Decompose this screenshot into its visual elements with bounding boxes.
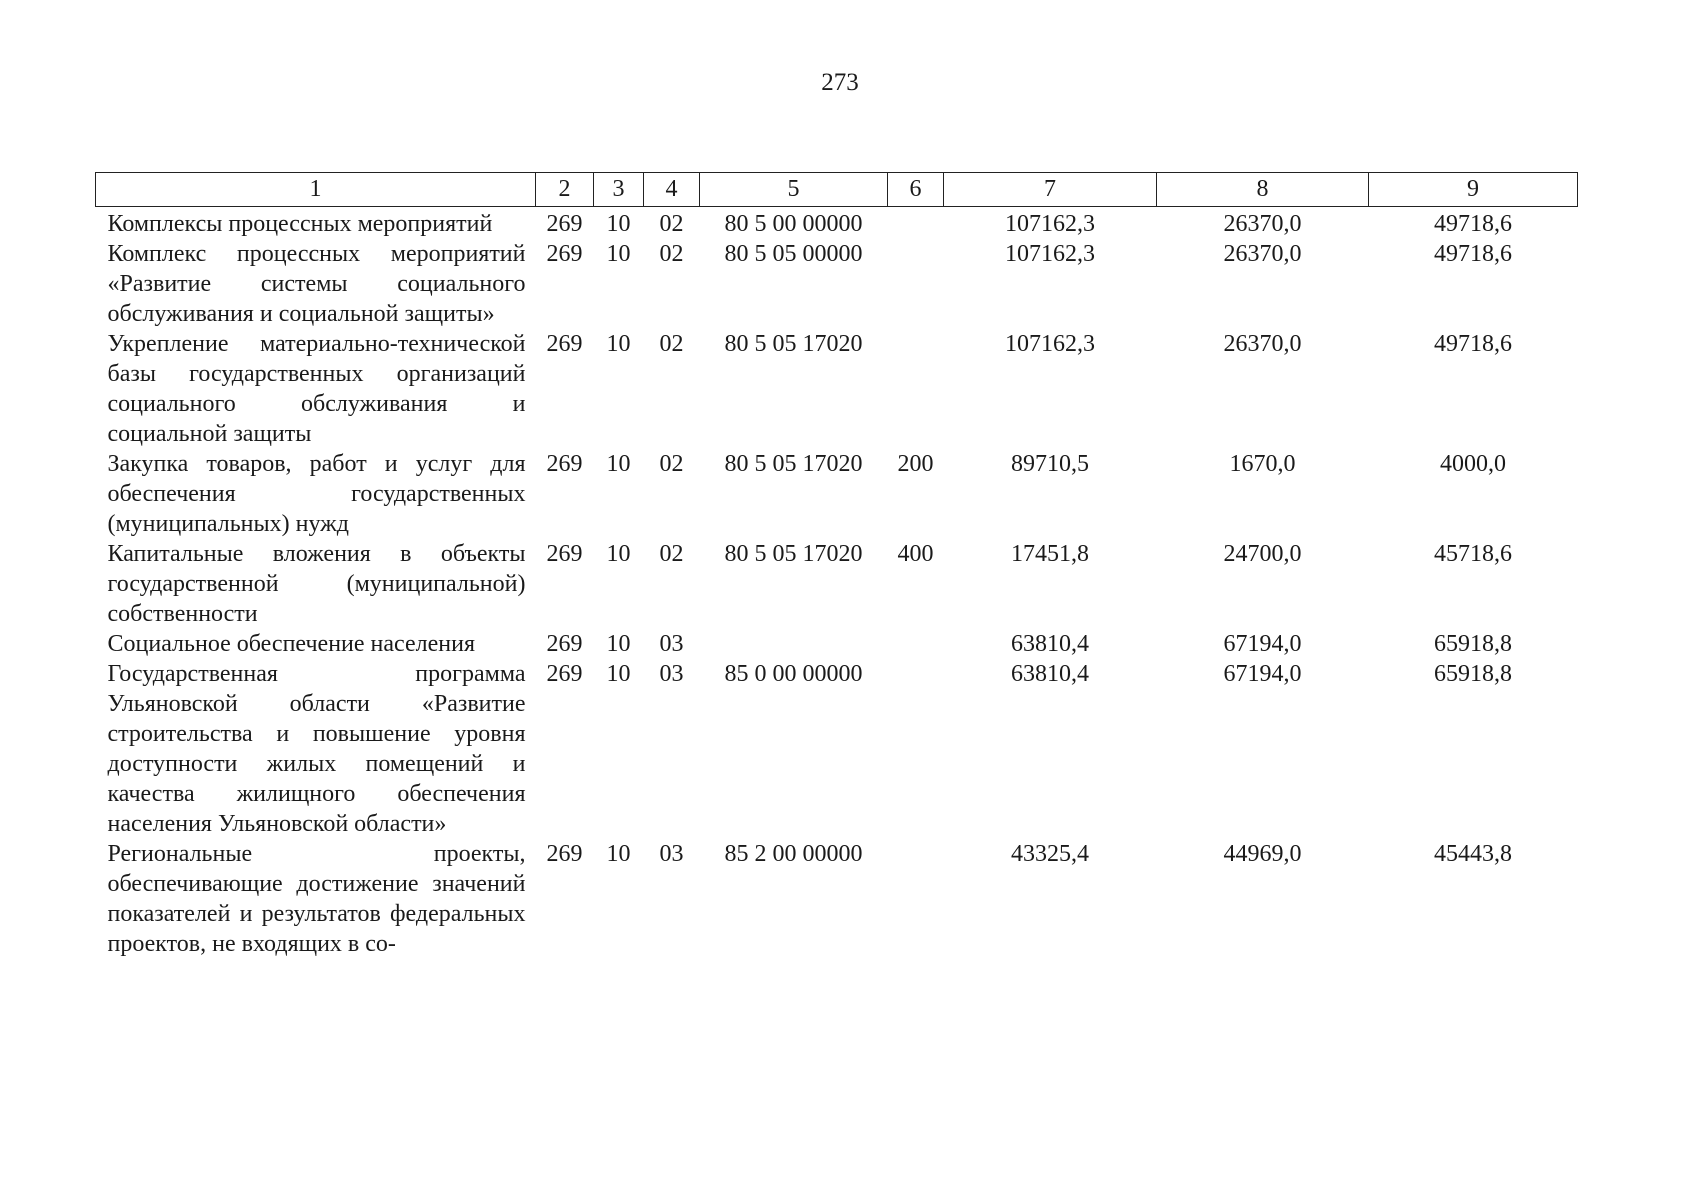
table-row <box>96 629 1578 659</box>
row-amount-col9: 4000,0 <box>1440 451 1506 477</box>
row-target-article-code: 80 5 05 00000 <box>724 241 863 267</box>
row-ministry-code: 269 <box>546 331 583 357</box>
row-amount-col8: 44969,0 <box>1223 841 1302 867</box>
row-amount-col7: 107162,3 <box>1005 331 1095 357</box>
row-subsection-code: 02 <box>659 241 684 267</box>
row-subsection-code: 02 <box>659 541 684 567</box>
column-header-6: 6 <box>888 173 944 207</box>
column-header-9: 9 <box>1369 173 1578 207</box>
row-amount-col7: 107162,3 <box>1005 211 1095 237</box>
table-row <box>96 207 1578 240</box>
column-header-8: 8 <box>1157 173 1369 207</box>
row-target-article-code: 85 0 00 00000 <box>724 661 863 687</box>
row-name: Комплекс процессных мероприятий «Развитие системы социального обслуживания и социальной защиты» <box>107 241 526 327</box>
row-amount-col9: 65918,8 <box>1434 661 1512 687</box>
row-expense-type-code <box>888 629 944 659</box>
column-header-1: 1 <box>96 173 536 207</box>
row-ministry-code: 269 <box>546 661 583 687</box>
row-section-code: 10 <box>606 541 631 567</box>
budget-table <box>95 172 1578 959</box>
row-amount-col9: 49718,6 <box>1434 211 1512 237</box>
row-section-code: 10 <box>606 631 631 657</box>
row-target-article-code <box>700 629 888 659</box>
row-subsection-code: 03 <box>659 841 684 867</box>
row-name: Государственная программа Ульяновской области «Развитие строительства и повышение уровня доступности жилых помещений и качества жилищного обеспечения населения Ульяновской области» <box>107 661 526 837</box>
row-section-code: 10 <box>606 211 631 237</box>
row-expense-type-code: 200 <box>897 451 934 477</box>
row-amount-col8: 24700,0 <box>1223 541 1302 567</box>
row-subsection-code: 02 <box>659 211 684 237</box>
row-expense-type-code <box>888 207 944 240</box>
row-expense-type-code: 400 <box>897 541 934 567</box>
table-row <box>96 239 1578 329</box>
row-amount-col9: 45443,8 <box>1434 841 1512 867</box>
row-ministry-code: 269 <box>546 451 583 477</box>
row-section-code: 10 <box>606 451 631 477</box>
column-header-5: 5 <box>700 173 888 207</box>
row-subsection-code: 03 <box>659 631 684 657</box>
row-name: Социальное обеспечение населения <box>107 631 475 657</box>
column-number-header-row <box>96 173 1578 207</box>
row-amount-col7: 17451,8 <box>1011 541 1089 567</box>
row-amount-col9: 45718,6 <box>1434 541 1512 567</box>
row-ministry-code: 269 <box>546 541 583 567</box>
row-section-code: 10 <box>606 331 631 357</box>
row-amount-col7: 107162,3 <box>1005 241 1095 267</box>
page-number: 273 <box>821 69 859 96</box>
row-target-article-code: 80 5 00 00000 <box>724 211 863 237</box>
table-row <box>96 839 1578 959</box>
table-row <box>96 449 1578 539</box>
row-amount-col8: 26370,0 <box>1223 211 1302 237</box>
row-amount-col7: 63810,4 <box>1011 661 1089 687</box>
row-amount-col8: 26370,0 <box>1223 241 1302 267</box>
row-amount-col7: 89710,5 <box>1011 451 1089 477</box>
row-section-code: 10 <box>606 241 631 267</box>
row-name: Капитальные вложения в объекты государственной (муниципальной) собственности <box>107 541 526 627</box>
row-amount-col9: 49718,6 <box>1434 241 1512 267</box>
row-name: Укрепление материально-технической базы государственных организаций социального обслуживания и социальной защиты <box>107 331 526 447</box>
row-expense-type-code <box>888 659 944 839</box>
row-section-code: 10 <box>606 841 631 867</box>
row-expense-type-code <box>888 329 944 449</box>
row-name: Комплексы процессных мероприятий <box>107 211 493 237</box>
column-header-2: 2 <box>536 173 594 207</box>
row-ministry-code: 269 <box>546 241 583 267</box>
row-expense-type-code <box>888 239 944 329</box>
row-ministry-code: 269 <box>546 841 583 867</box>
row-subsection-code: 03 <box>659 661 684 687</box>
row-target-article-code: 80 5 05 17020 <box>724 331 863 357</box>
row-amount-col8: 1670,0 <box>1229 451 1296 477</box>
table-row <box>96 659 1578 839</box>
column-header-4: 4 <box>644 173 700 207</box>
column-header-7: 7 <box>944 173 1157 207</box>
row-amount-col8: 26370,0 <box>1223 331 1302 357</box>
row-name: Закупка товаров, работ и услуг для обеспечения государственных (муниципальных) нужд <box>107 451 526 537</box>
row-amount-col8: 67194,0 <box>1223 661 1302 687</box>
row-target-article-code: 80 5 05 17020 <box>724 541 863 567</box>
row-amount-col9: 65918,8 <box>1434 631 1512 657</box>
row-amount-col9: 49718,6 <box>1434 331 1512 357</box>
column-header-3: 3 <box>594 173 644 207</box>
row-target-article-code: 85 2 00 00000 <box>724 841 863 867</box>
row-amount-col8: 67194,0 <box>1223 631 1302 657</box>
row-amount-col7: 63810,4 <box>1011 631 1089 657</box>
table-row <box>96 539 1578 629</box>
row-ministry-code: 269 <box>546 631 583 657</box>
row-subsection-code: 02 <box>659 331 684 357</box>
row-target-article-code: 80 5 05 17020 <box>724 451 863 477</box>
row-subsection-code: 02 <box>659 451 684 477</box>
row-section-code: 10 <box>606 661 631 687</box>
table-row <box>96 329 1578 449</box>
row-ministry-code: 269 <box>546 211 583 237</box>
row-expense-type-code <box>888 839 944 959</box>
row-name: Региональные проекты, обеспечивающие достижение значений показателей и результатов федеральных проектов, не входящих в со- <box>107 841 526 957</box>
row-amount-col7: 43325,4 <box>1011 841 1089 867</box>
